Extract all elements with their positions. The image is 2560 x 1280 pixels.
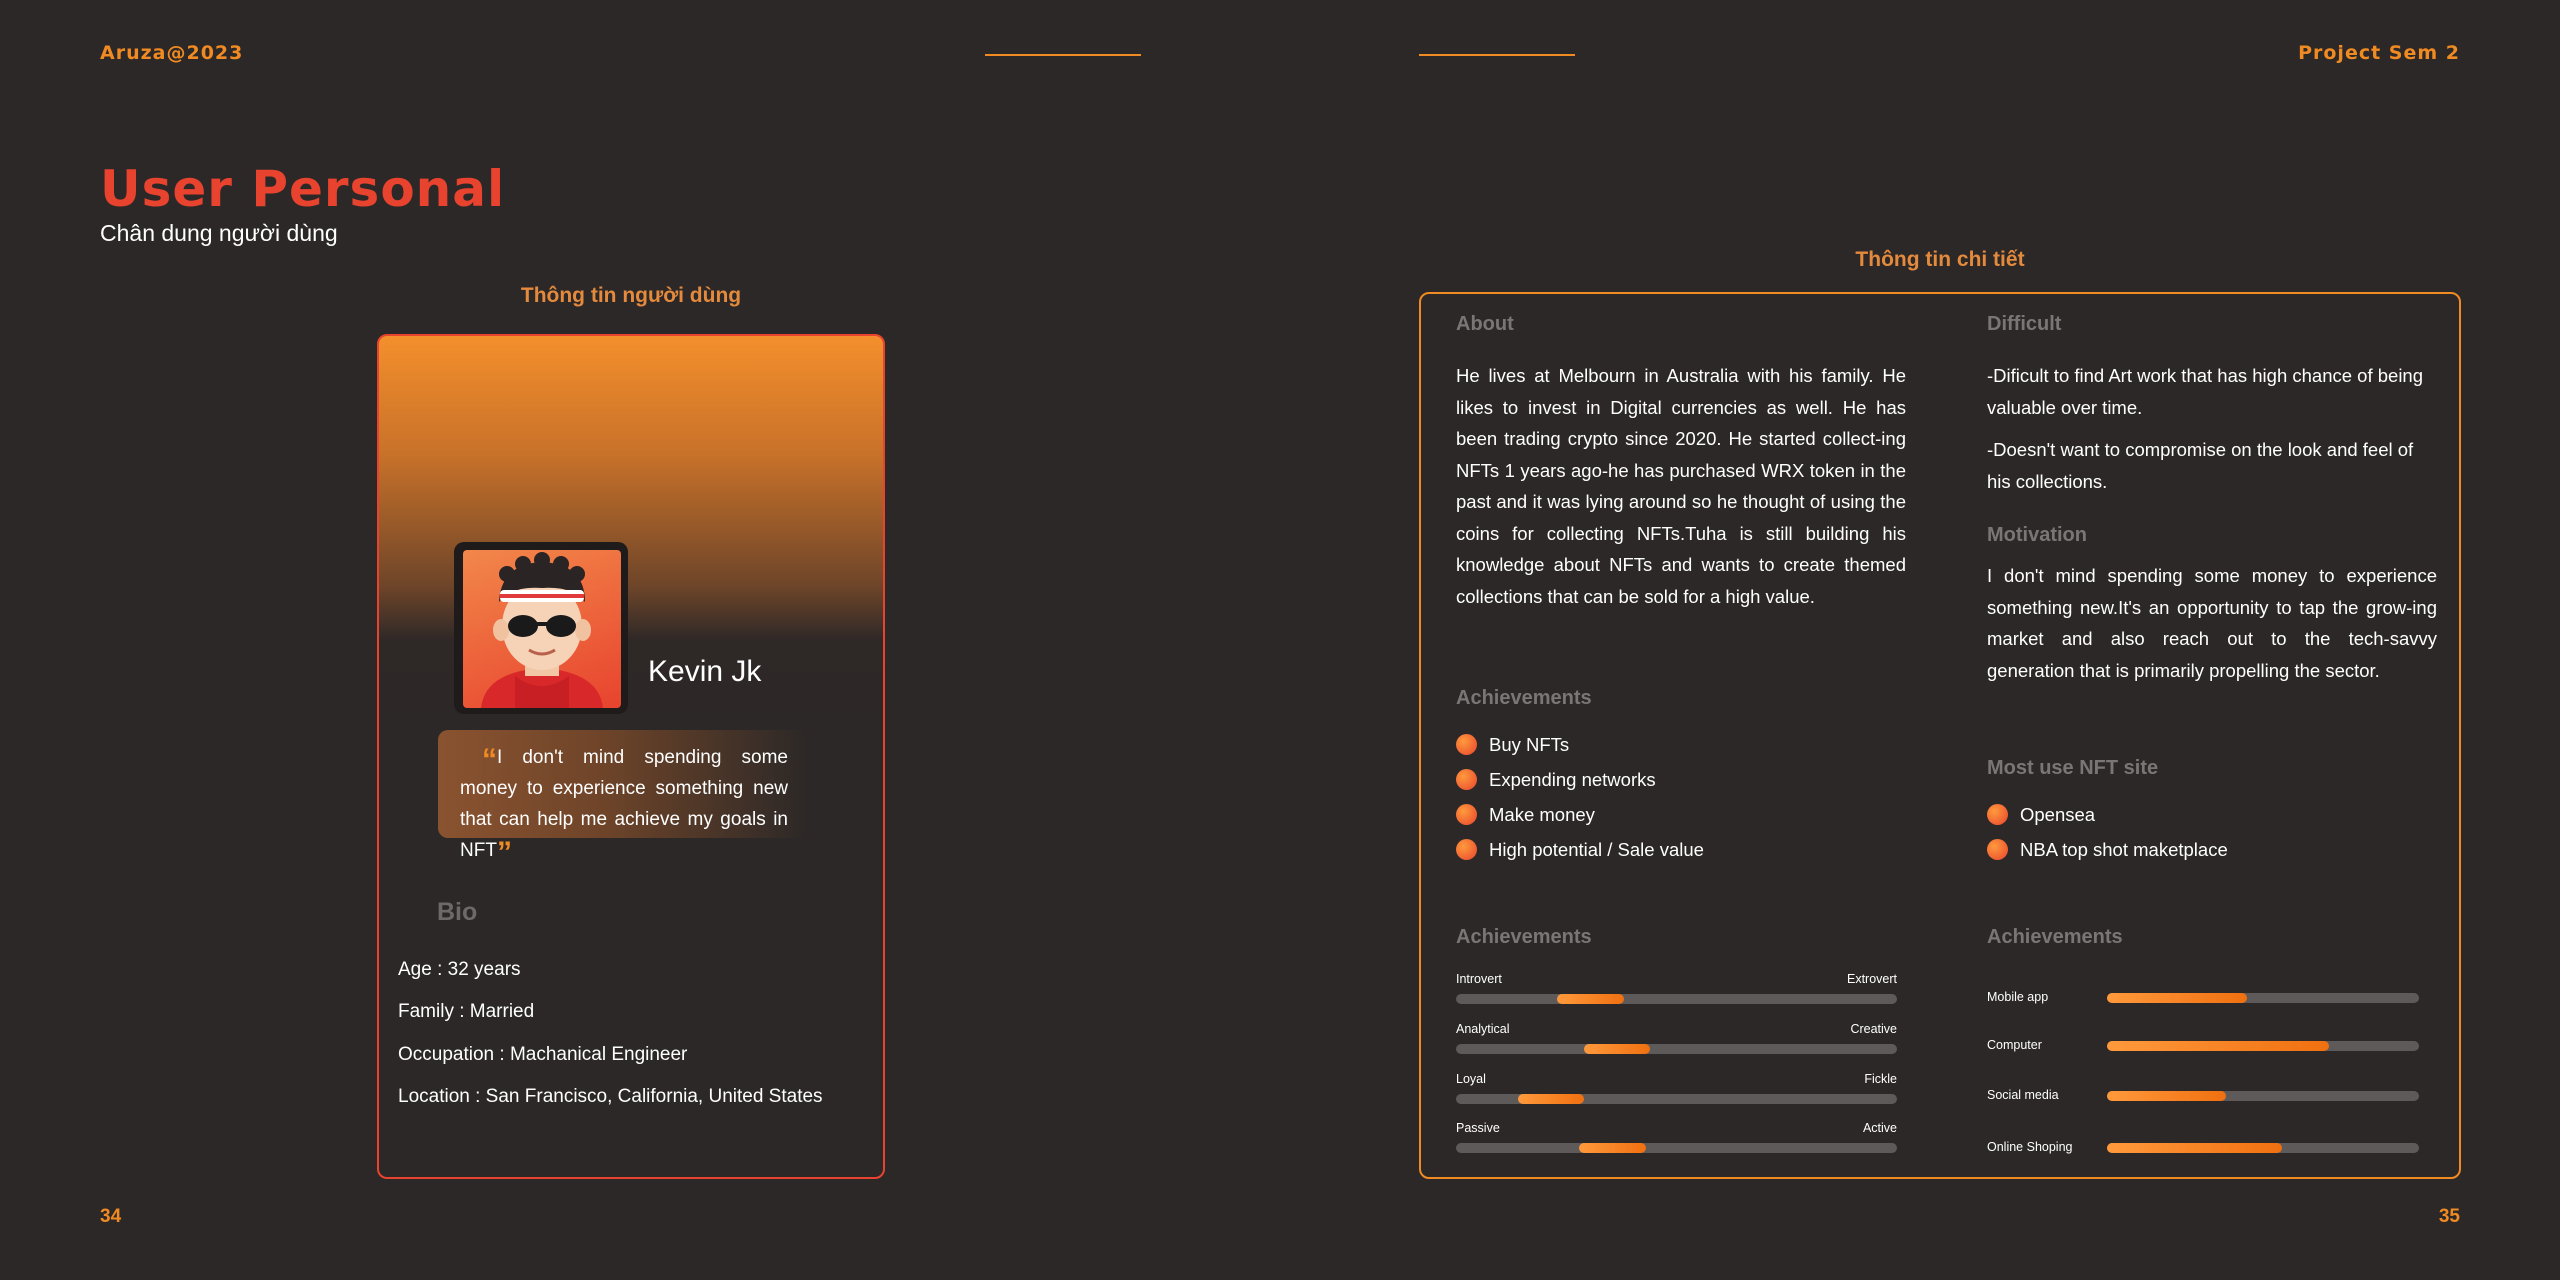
nft-sites-heading: Most use NFT site	[1987, 757, 2159, 779]
trait-right-label: Creative	[1850, 1022, 1897, 1036]
page-number-left: 34	[100, 1206, 122, 1227]
quote-text: I don't mind spending some money to experience something new that can help me achieve my goals in NFT	[460, 747, 788, 861]
usage-label: Social media	[1987, 1088, 2059, 1102]
trait-track	[1456, 1044, 1897, 1054]
user-quote	[438, 730, 808, 869]
page-number-right: 35	[2438, 1206, 2460, 1227]
trait-left-label: Introvert	[1456, 972, 1502, 986]
traits-heading: Achievements	[1456, 926, 1592, 948]
user-name: Kevin Jk	[648, 655, 762, 688]
trait-row	[1456, 1121, 1897, 1161]
trait-left-label: Loyal	[1456, 1072, 1486, 1086]
bio-occupation: Occupation : Machanical Engineer	[398, 1044, 688, 1065]
close-quote-icon: ”	[496, 836, 512, 869]
difficult-item-2: -Doesn't want to compromise on the look and feel of his collections.	[1987, 439, 2414, 492]
bullet-dot-icon	[1456, 734, 1477, 755]
nft-sites-list	[1987, 797, 2427, 867]
usage-heading: Achievements	[1987, 926, 2123, 948]
motivation-heading: Motivation	[1987, 524, 2087, 546]
list-item: Expending networks	[1456, 762, 1916, 797]
list-item: Opensea	[1987, 797, 2427, 832]
bio-location: Location : San Francisco, California, United States	[398, 1086, 823, 1107]
bullet-dot-icon	[1456, 769, 1477, 790]
bullet-dot-icon	[1987, 804, 2008, 825]
trait-row	[1456, 972, 1897, 1012]
list-item: High potential / Sale value	[1456, 832, 1916, 867]
header-rule-right	[1419, 54, 1575, 56]
motivation-text: I don't mind spending some money to experience something new.It's an opportunity to tap the grow-ing market and also reach out to the tech-savvy generation that is primarily propelling the sector.	[1987, 565, 2437, 681]
usage-label: Computer	[1987, 1038, 2042, 1052]
usage-row	[1987, 1036, 2419, 1056]
achievements-heading: Achievements	[1456, 687, 1592, 709]
page-subtitle: Chân dung người dùng	[100, 220, 338, 246]
trait-fill	[1584, 1044, 1650, 1054]
trait-right-label: Active	[1862, 1121, 1897, 1135]
trait-fill	[1518, 1094, 1584, 1104]
usage-row	[1987, 1138, 2419, 1158]
usage-fill	[2107, 1091, 2226, 1101]
about-text: He lives at Melbourn in Australia with his family. He likes to invest in Digital currencies as well. He has been trading crypto since 2020. He started collect-ing NFTs 1 years ago-he has purchased WRX token in the past and it was lying around so he thought of using the coins for collecting NFTs.Tuha is still building his knowledge about NFTs and wants to create themed collections that can be sold for a high value.	[1456, 365, 1906, 607]
user-section-heading: Thông tin người dùng	[520, 284, 742, 307]
trait-row	[1456, 1072, 1897, 1112]
list-item: Make money	[1456, 797, 1916, 832]
usage-track	[2107, 1041, 2419, 1051]
traits-block	[1456, 972, 1897, 1162]
trait-row	[1456, 1022, 1897, 1062]
open-quote-icon: “	[482, 743, 497, 776]
trait-left-label: Passive	[1456, 1121, 1500, 1135]
trait-fill	[1557, 994, 1623, 1004]
avatar-illustration	[463, 550, 621, 708]
usage-row	[1987, 1086, 2419, 1106]
list-item: NBA top shot maketplace	[1987, 832, 2427, 867]
avatar	[463, 550, 621, 708]
trait-left-label: Analytical	[1456, 1022, 1510, 1036]
bullet-dot-icon	[1456, 839, 1477, 860]
bio-heading: Bio	[437, 898, 478, 926]
usage-block	[1987, 988, 2419, 1158]
trait-right-label: Extrovert	[1846, 972, 1897, 986]
header-rule-left	[985, 54, 1141, 56]
detail-section-heading: Thông tin chi tiết	[1855, 248, 2025, 271]
list-item: Buy NFTs	[1456, 727, 1916, 762]
achievements-list	[1456, 727, 1916, 867]
header-brand: Aruza@2023	[100, 42, 244, 64]
trait-fill	[1579, 1143, 1645, 1153]
bio-family: Family : Married	[398, 1001, 535, 1022]
bullet-dot-icon	[1987, 839, 2008, 860]
difficult-item-1: -Dificult to find Art work that has high chance of being valuable over time.	[1987, 365, 2424, 418]
bio-age: Age : 32 years	[398, 959, 521, 980]
trait-track	[1456, 1094, 1897, 1104]
usage-label: Mobile app	[1987, 990, 2049, 1004]
difficult-heading: Difficult	[1987, 313, 2062, 335]
trait-track	[1456, 994, 1897, 1004]
usage-label: Online Shoping	[1987, 1140, 2073, 1154]
usage-track	[2107, 1143, 2419, 1153]
about-heading: About	[1456, 313, 1514, 335]
header-project: Project Sem 2	[2298, 42, 2460, 64]
usage-fill	[2107, 1041, 2329, 1051]
usage-fill	[2107, 1143, 2282, 1153]
usage-track	[2107, 993, 2419, 1003]
usage-fill	[2107, 993, 2247, 1003]
usage-track	[2107, 1091, 2419, 1101]
usage-row	[1987, 988, 2419, 1008]
trait-track	[1456, 1143, 1897, 1153]
page-title: User Personal	[100, 160, 506, 218]
trait-right-label: Fickle	[1864, 1072, 1897, 1086]
bullet-dot-icon	[1456, 804, 1477, 825]
